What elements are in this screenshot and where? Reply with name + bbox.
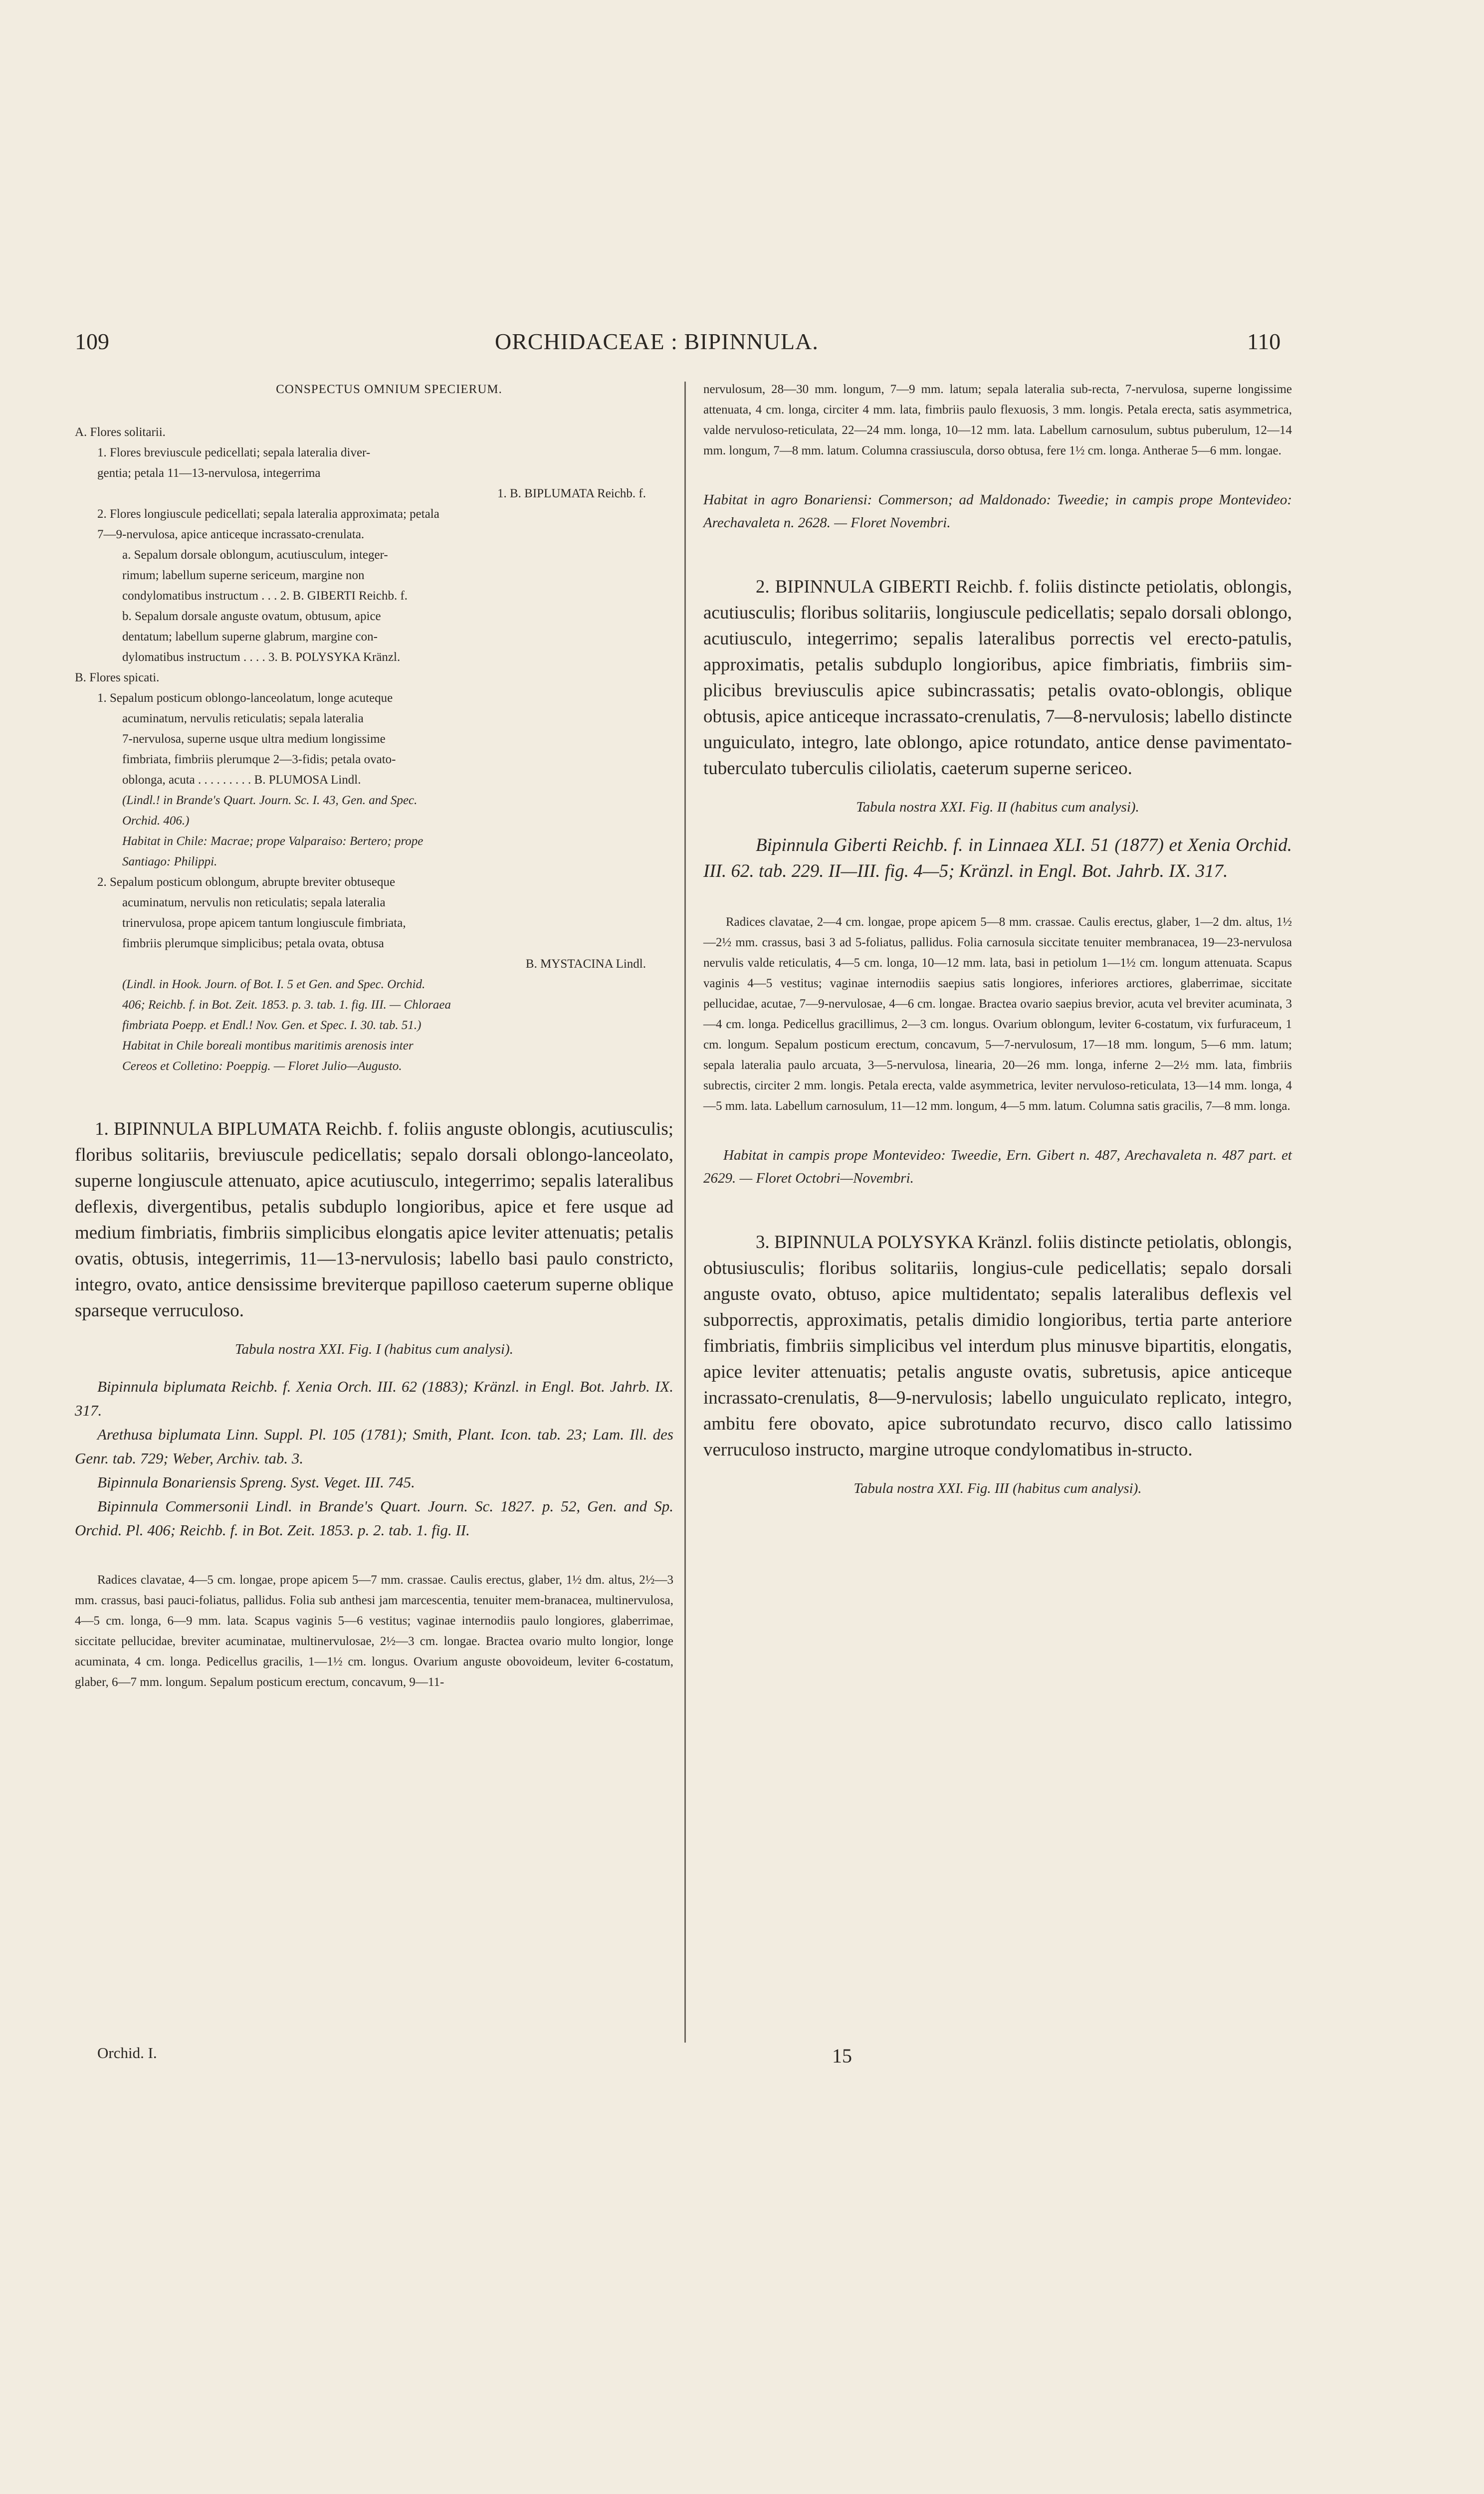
running-title: ORCHIDACEAE : BIPINNULA. bbox=[495, 329, 819, 354]
key-line: acuminatum, nervulis non reticulatis; sepala lateralia bbox=[122, 896, 386, 909]
synonym: Bipinnula Bonariensis Spreng. Syst. Veget. III. 745. bbox=[97, 1473, 415, 1491]
species-1-plate-reference: Tabula nostra XXI. Fig. I (habitus cum analysi). bbox=[235, 1341, 513, 1357]
column-divider bbox=[684, 382, 686, 2043]
key-line: fimbriis plerumque simplicibus; petala ovata, obtusa bbox=[122, 937, 384, 950]
key-line: 7-nervulosa, superne usque ultra medium longissime bbox=[122, 732, 386, 746]
species-2-description: 2. BIPINNULA GIBERTI Reichb. f. foliis distincte petiolatis, oblongis, acutiusculis; floribus solitariis, longiuscule pedicellatis; sepalo dorsali oblongo, acutiusculo, integerrimo; sepalis lateralibus porrectis vel erecto-patulis, approximatis, petalis subduplo longioribus, apice fimbriatis, fimbriis sim-plicibus breviusculis apice subincrassatis; petalis ovato-oblongis, oblique obtusis, apice anticeque incrassato-crenulatis, 7—8-nervulosis; labello distincte unguiculato, integro, late oblongo, apice rotundato, antice dense pavimentato-tuberculato tuberculis ciliolatis, caeterum superne sericeo. bbox=[703, 577, 1292, 779]
species-1-description: 1. BIPINNULA BIPLUMATA Reichb. f. foliis anguste oblongis, acutiusculis; floribus solitariis, breviuscule pedicellatis; sepalo dorsali oblongo-lanceolato, superne longiuscule attenuato, apice acutiusculo, integerrimo; sepalis lateralibus deflexis, divergentibus, petalis subduplo longioribus, apice et fere usque ad medium fimbriatis, fimbriis simplicibus elongatis apice leviter attenuatis; petalis ovatis, obtusis, integerrimis, 11—13-nervulosis; labello basi paulo constricto, integro, ovato, antice densissime breviterque papilloso caeterum superne oblique sparseque verruculoso. bbox=[75, 1119, 673, 1321]
page-number-right: 110 bbox=[1247, 329, 1281, 354]
key-line: 7—9-nervulosa, apice anticeque incrassato-crenulata. bbox=[97, 528, 365, 541]
key-line: a. Sepalum dorsale oblongum, acutiusculum, integer- bbox=[122, 548, 388, 562]
key-line: gentia; petala 11—13-nervulosa, integerrima bbox=[97, 466, 321, 480]
right-column bbox=[703, 379, 1292, 1500]
key-line: b. Sepalum dorsale anguste ovatum, obtusum, apice bbox=[122, 610, 381, 623]
key-line: trinervulosa, prope apicem tantum longiuscule fimbriata, bbox=[122, 916, 406, 930]
footer-volume: Orchid. I. bbox=[97, 2044, 157, 2062]
left-column bbox=[75, 379, 673, 1692]
species-3-plate-reference: Tabula nostra XXI. Fig. III (habitus cum analysi). bbox=[853, 1480, 1142, 1496]
synonym: Bipinnula biplumata Reichb. f. Xenia Orch. III. 62 (1883); Kränzl. in Engl. Bot. Jahrb. IX. 317. bbox=[75, 1378, 673, 1419]
key-line: (Lindl.! in Brande's Quart. Journ. Sc. I. 43, Gen. and Spec. bbox=[122, 794, 418, 807]
key-line: Habitat in Chile: Macrae; prope Valparaiso: Bertero; prope bbox=[122, 834, 424, 848]
key-line: acuminatum, nervulis reticulatis; sepala lateralia bbox=[122, 712, 364, 725]
signature-mark: 15 bbox=[832, 2045, 852, 2067]
species-key bbox=[75, 422, 673, 1076]
species-1-habitat: Habitat in agro Bonariensi: Commerson; ad Maldonado: Tweedie; in campis prope Montevideo: Arechavaleta n. 2628. — Floret Novembri. bbox=[703, 492, 1292, 531]
key-line: Cereos et Colletino: Poeppig. — Floret Julio—Augusto. bbox=[122, 1059, 402, 1073]
synonym: Bipinnula Commersonii Lindl. in Brande's Quart. Journ. Sc. 1827. p. 52, Gen. and Sp. Orchid. Pl. 406; Reichb. f. in Bot. Zeit. 1853. p. 2. tab. 1. fig. II. bbox=[75, 1497, 673, 1539]
key-line: 406; Reichb. f. in Bot. Zeit. 1853. p. 3. tab. 1. fig. III. — Chloraea bbox=[122, 998, 451, 1012]
species-1-synonyms bbox=[75, 1375, 673, 1542]
species-2-synonyms: Bipinnula Giberti Reichb. f. in Linnaea XLI. 51 (1877) et Xenia Orchid. III. 62. tab. 229. II—III. fig. 4—5; Kränzl. in Engl. Bot. Jahrb. IX. 317. bbox=[703, 835, 1292, 881]
key-line: rimum; labellum superne sericeum, margine non bbox=[122, 569, 365, 582]
synonym: Arethusa biplumata Linn. Suppl. Pl. 105 (1781); Smith, Plant. Icon. tab. 23; Lam. Ill. des Genr. tab. 729; Weber, Archiv. tab. 3. bbox=[75, 1426, 673, 1467]
key-line: 1. Sepalum posticum oblongo-lanceolatum, longe acuteque bbox=[97, 691, 393, 705]
key-line: Habitat in Chile boreali montibus maritimis arenosis inter bbox=[122, 1039, 414, 1052]
key-line: dylomatibus instructum . . . . 3. B. POLYSYKA Kränzl. bbox=[122, 650, 401, 664]
species-2-details: Radices clavatae, 2—4 cm. longae, prope apicem 5—8 mm. crassae. Caulis erectus, glaber, 1—2 dm. altus, 1½—2½ mm. crassus, basi 3 ad 5-foliatus, pallidus. Folia carnosula siccitate tenuiter membranacea, 19—23-nervulosa nervulis valde reticulatis, 4—5 cm. longa, 10—12 mm. lata, basi in petiolum 1—1½ cm. longum attenuata. Scapus vaginis 4—5 vestitus; vaginae internodiis saepius satis longiores, inferiores arctiores, glaberrimae, siccitate pellucidae, acutae, 7—9-nervulosae, 4—6 cm. longae. Bractea ovario saepius brevior, acuta vel breviter acuminata, 3—4 cm. longa. Pedicellus gracillimus, 2—3 cm. longus. Ovarium oblongum, leviter 6-costatum, vix furfuraceum, 1 cm. longum. Sepalum posticum erectum, concavum, 5—7-nervulosum, 17—18 mm. longum, 5—6 mm. latum; sepala lateralia paulo arcuata, 3—5-nervulosa, linearia, 20—26 mm. longa, inferne 2—2½ mm. lata, fimbriis subrectis, circiter 2 mm. longis. Petala erecta, valde asymmetrica, leviter nervuloso-reticulata, 13—14 mm. longa, 4—5 mm. lata. Labellum carnosulum, 11—12 mm. longum, 4—5 mm. latum. Columna satis gracilis, 7—8 mm. longa. bbox=[703, 915, 1292, 1113]
key-line: Santiago: Philippi. bbox=[122, 855, 217, 868]
key-line: B. Flores spicati. bbox=[75, 671, 160, 684]
key-line: 2. Flores longiuscule pedicellati; sepala lateralia approximata; petala bbox=[97, 507, 439, 521]
key-line: Orchid. 406.) bbox=[122, 814, 190, 828]
species-1-details: Radices clavatae, 4—5 cm. longae, prope apicem 5—7 mm. crassae. Caulis erectus, glaber, 1½ dm. altus, 2½—3 mm. crassus, basi pauci-foliatus, pallidus. Folia sub anthesi jam marcescentia, tenuiter mem-branacea, multinervulosa, 4—5 cm. longa, 6—9 mm. lata. Scapus vaginis 5—6 vestitus; vaginae internodiis paulo longiores, glaberrimae, siccitate pellucidae, breviter acuminatae, multinervulosae, 2½—3 cm. longae. Bractea ovario multo longior, longe acuminata, 4 cm. longa. Pedicellus gracilis, 1—1½ cm. longus. Ovarium anguste obovoideum, leviter 6-costatum, glaber, 6—7 mm. longum. Sepalum posticum erectum, concavum, 9—11- bbox=[75, 1573, 673, 1689]
key-line: A. Flores solitarii. bbox=[75, 425, 166, 439]
key-line: 1. B. BIPLUMATA Reichb. f. bbox=[497, 487, 646, 500]
key-line: dentatum; labellum superne glabrum, margine con- bbox=[122, 630, 378, 643]
conspectus-title: CONSPECTUS OMNIUM SPECIERUM. bbox=[276, 383, 502, 396]
key-line: 2. Sepalum posticum oblongum, abrupte breviter obtuseque bbox=[97, 875, 396, 889]
species-2-plate-reference: Tabula nostra XXI. Fig. II (habitus cum analysi). bbox=[856, 799, 1139, 815]
key-line: fimbriata Poepp. et Endl.! Nov. Gen. et Spec. I. 30. tab. 51.) bbox=[122, 1019, 422, 1032]
key-line: condylomatibus instructum . . . 2. B. GIBERTI Reichb. f. bbox=[122, 589, 408, 603]
species-3-description: 3. BIPINNULA POLYSYKA Kränzl. foliis distincte petiolatis, oblongis, obtusiusculis; floribus solitariis, longius-cule pedicellatis; sepalo dorsali anguste ovato, obtuso, apice multidentato; sepalis lateralibus deflexis vel subporrectis, approximatis, petalis dimidio longioribus, tertia parte anteriore fimbriatis, fimbriis simplicibus vel interdum plus minusve bipartitis, elongatis, apice leviter attenuatis; petalis anguste ovatis, subretusis, apice anticeque incrassato-crenulatis, 8—9-nervulosis; labello unguiculato replicato, integro, ambitu fere obovato, apice subrotundato recurvo, disco callo latissimo verruculoso instructo, margine utroque condylomatibus in-structo. bbox=[703, 1232, 1292, 1460]
species-2-habitat: Habitat in campis prope Montevideo: Tweedie, Ern. Gibert n. 487, Arechavaleta n. 487 part. et 2629. — Floret Octobri—Novembri. bbox=[703, 1147, 1292, 1186]
page-number-left: 109 bbox=[75, 329, 109, 354]
key-line: 1. Flores breviuscule pedicellati; sepala lateralia diver- bbox=[97, 446, 371, 459]
key-line: fimbriata, fimbriis plerumque 2—3-fidis; petala ovato- bbox=[122, 753, 396, 766]
key-line: (Lindl. in Hook. Journ. of Bot. I. 5 et Gen. and Spec. Orchid. bbox=[122, 978, 425, 991]
key-line: oblonga, acuta . . . . . . . . . B. PLUMOSA Lindl. bbox=[122, 773, 361, 787]
key-line: B. MYSTACINA Lindl. bbox=[525, 957, 646, 971]
species-1-details-continued: nervulosum, 28—30 mm. longum, 7—9 mm. latum; sepala lateralia sub-recta, 7-nervulosa, superne longissime attenuata, 4 cm. longa, circiter 4 mm. lata, fimbriis paulo flexuosis, 3 mm. longis. Petala erecta, satis asymmetrica, valde nervuloso-reticulata, 22—24 mm. longa, 10—12 mm. lata. Labellum carnosulum, subtus puberulum, 12—14 mm. longum, 7—8 mm. latum. Columna crassiuscula, dorso obtusa, fere 1½ cm. longa. Antherae 5—6 mm. longae. bbox=[703, 383, 1292, 457]
